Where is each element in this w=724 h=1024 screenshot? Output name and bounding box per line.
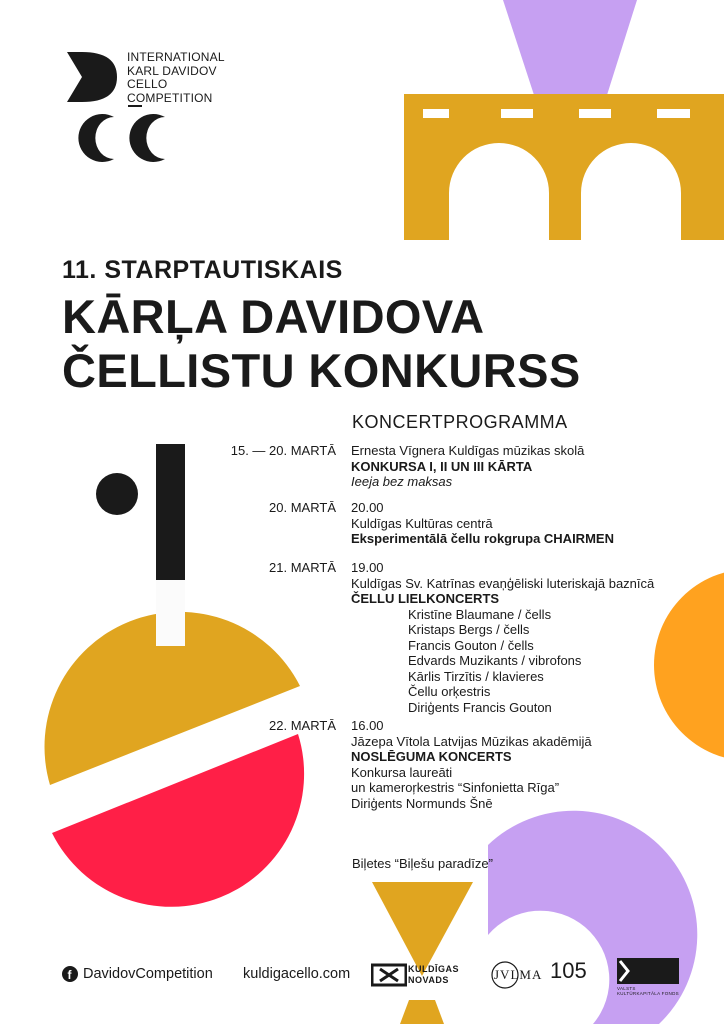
- kuldigas-novads-logo-icon: [371, 963, 407, 987]
- event-details: [351, 718, 592, 811]
- event-date: 21. MARTĀ: [269, 560, 336, 575]
- vkkf-logo-icon: [617, 958, 679, 986]
- event-line: Diriģents Normunds Šnē: [351, 795, 493, 811]
- event-line: un kameroŗkestris “Sinfonietta Rīga”: [351, 780, 560, 795]
- logo-letter-c: [78, 114, 114, 162]
- website-link[interactable]: kuldigacello.com: [243, 966, 351, 982]
- performer: Kristaps Bergs / čells: [408, 622, 530, 637]
- vkkf-logo-text: [617, 986, 679, 996]
- event-venue: Kuldīgas Kultūras centrā: [351, 515, 493, 531]
- event-time: 20.00: [351, 500, 384, 515]
- event-date: 20. MARTĀ: [269, 500, 336, 515]
- facebook-link[interactable]: DavidovCompetition: [83, 966, 213, 982]
- orange-circle: [654, 569, 724, 761]
- bridge-window: [423, 109, 449, 118]
- partner-text: KULTŪRKAPITĀLA FONDS: [617, 991, 679, 996]
- event-date: 15. — 20. MARTĀ: [230, 443, 336, 458]
- title-line-2: ČELLISTU KONKURSS: [62, 344, 581, 397]
- event-venue: Ernesta Vīgnera Kuldīgas mūzikas skolā: [351, 443, 585, 458]
- event-note: Ieeja bez maksas: [351, 474, 453, 489]
- event-name: ČELLU LIELKONCERTS: [351, 591, 500, 606]
- logo-line: INTERNATIONAL: [127, 50, 225, 64]
- logo-letter-c: [129, 114, 165, 162]
- bridge-window: [657, 109, 690, 118]
- title-line-1: KĀRĻA DAVIDOVA: [62, 290, 485, 343]
- performer: Francis Gouton / čells: [408, 637, 534, 653]
- event-time: 19.00: [351, 560, 384, 575]
- lilac-triangle-top: [503, 0, 637, 95]
- jvlma-logo-number: 105: [550, 958, 587, 983]
- bridge-window: [501, 109, 533, 118]
- logo-letter-d: [67, 52, 117, 102]
- event-details: [351, 443, 584, 490]
- white-bar: [156, 580, 185, 646]
- logo-line: KARL DAVIDOV: [127, 63, 217, 78]
- program-title: KONCERTPROGRAMMA: [352, 412, 568, 432]
- event-line: Konkursa laureāti: [351, 764, 453, 780]
- performer: Kārlis Tirzītis / klavieres: [408, 668, 544, 684]
- edition-subtitle: 11. STARPTAUTISKAIS: [62, 256, 343, 284]
- performer: Kristīne Blaumane / čells: [408, 606, 552, 622]
- tickets-info: Biļetes “Biļešu paradīze”: [352, 856, 493, 871]
- page-title: [62, 290, 581, 398]
- svg-text:f: f: [67, 968, 72, 982]
- jvlma-logo-text: JVLMA: [494, 967, 543, 982]
- partner-text: VALSTS: [617, 986, 636, 991]
- logo-rule: [128, 105, 142, 107]
- event-name: KONKURSA I, II UN III KĀRTA: [351, 458, 533, 474]
- performer: Čellu orķestris: [408, 684, 491, 699]
- event-details: [351, 560, 654, 715]
- kuldigas-novads-logo-text: [408, 964, 459, 986]
- logo-text: [127, 51, 225, 105]
- event-details: [351, 500, 614, 547]
- event-name: NOSLĒGUMA KONCERTS: [351, 749, 512, 764]
- event-date: 22. MARTĀ: [269, 718, 336, 733]
- partner-text: KULDĪGAS: [408, 964, 459, 974]
- event-venue: Kuldīgas Sv. Katrīnas evaņģēliski luteriskajā baznīcā: [351, 575, 655, 591]
- mustard-bowtie: [400, 1000, 444, 1024]
- performer: Diriģents Francis Gouton: [408, 699, 552, 715]
- facebook-icon[interactable]: [62, 966, 78, 982]
- logo-line: CELLO: [127, 77, 168, 91]
- event-time: 16.00: [351, 718, 384, 733]
- mustard-bowtie: [372, 882, 473, 976]
- event-name: Eksperimentālā čellu rokgrupa CHAIRMEN: [351, 531, 614, 546]
- bridge-window: [579, 109, 611, 118]
- partner-text: NOVADS: [408, 975, 449, 985]
- logo-line: COMPETITION: [127, 90, 213, 105]
- performer: Edvards Muzikants / vibrofons: [408, 653, 582, 668]
- event-venue: Jāzepa Vītola Latvijas Mūzikas akadēmijā: [351, 733, 592, 749]
